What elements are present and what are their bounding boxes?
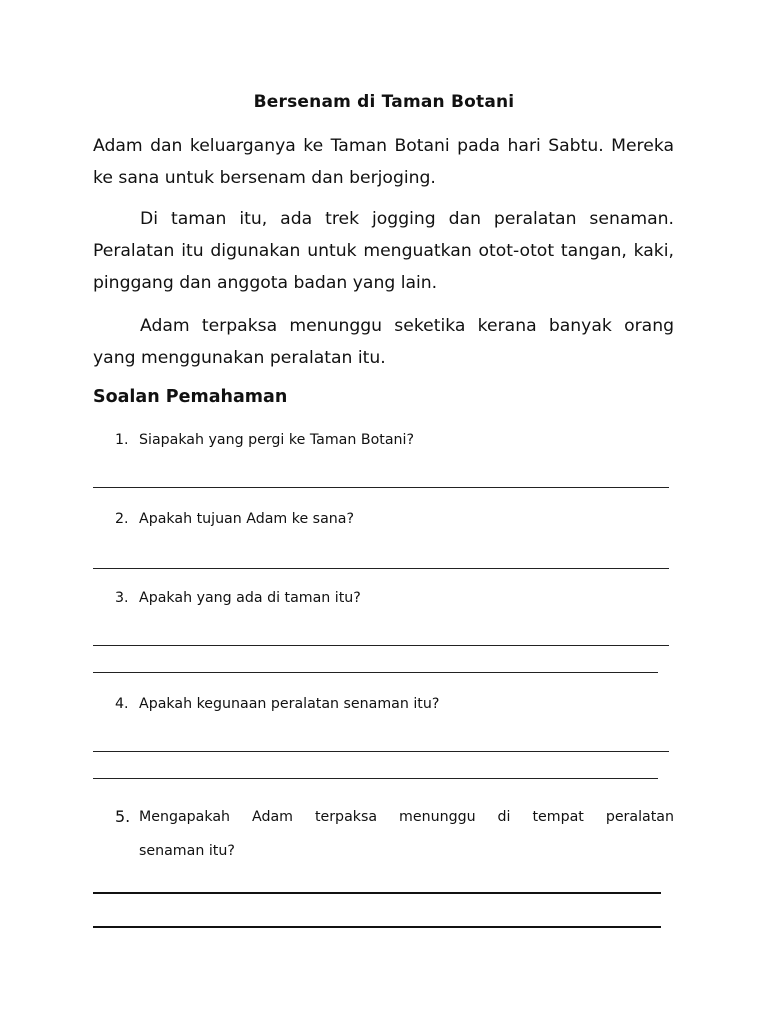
question-text: Siapakah yang pergi ke Taman Botani? bbox=[139, 432, 414, 448]
question-5-line-2: senaman itu? bbox=[139, 843, 235, 859]
paragraph-3-text: Adam terpaksa menunggu seketika kerana banyak orang yang menggunakan peralatan itu. bbox=[93, 316, 674, 368]
paragraph-1 bbox=[93, 130, 674, 194]
question-word: Mengapakah bbox=[139, 809, 231, 825]
question-number: 4. bbox=[115, 696, 129, 712]
answer-line[interactable] bbox=[93, 672, 658, 673]
question-number: 2. bbox=[115, 511, 129, 527]
question-4 bbox=[115, 696, 439, 712]
paragraph-2 bbox=[93, 203, 674, 299]
answer-line[interactable] bbox=[93, 487, 669, 488]
question-word: Adam bbox=[251, 809, 293, 825]
question-number: 5. bbox=[115, 807, 131, 826]
question-word: peralatan bbox=[605, 809, 674, 825]
question-3 bbox=[115, 590, 361, 606]
paragraph-1-text: Adam dan keluarganya ke Taman Botani pada hari Sabtu. Mereka ke sana untuk bersenam dan berjoging. bbox=[93, 136, 674, 188]
answer-line[interactable] bbox=[93, 751, 669, 752]
question-word: tempat bbox=[532, 809, 584, 825]
section-heading: Soalan Pemahaman bbox=[93, 387, 288, 407]
answer-line[interactable] bbox=[93, 926, 661, 928]
question-number: 1. bbox=[115, 432, 129, 448]
question-1 bbox=[115, 432, 414, 448]
answer-line[interactable] bbox=[93, 568, 669, 569]
question-text: Apakah tujuan Adam ke sana? bbox=[139, 511, 354, 527]
question-word: di bbox=[497, 809, 511, 825]
question-2 bbox=[115, 511, 354, 527]
question-5 bbox=[115, 800, 674, 868]
question-word: terpaksa bbox=[314, 809, 378, 825]
answer-line[interactable] bbox=[93, 645, 669, 646]
question-word: menunggu bbox=[399, 809, 476, 825]
paragraph-3 bbox=[93, 310, 674, 374]
page-title: Bersenam di Taman Botani bbox=[253, 92, 515, 112]
answer-line[interactable] bbox=[93, 778, 658, 779]
question-text: Apakah kegunaan peralatan senaman itu? bbox=[139, 696, 440, 712]
question-text: Apakah yang ada di taman itu? bbox=[139, 590, 361, 606]
answer-line[interactable] bbox=[93, 892, 661, 894]
paragraph-2-text: Di taman itu, ada trek jogging dan peralatan senaman. Peralatan itu digunakan untuk menguatkan otot-otot tangan, kaki, pinggang dan anggota badan yang lain. bbox=[93, 209, 674, 293]
question-number: 3. bbox=[115, 590, 129, 606]
question-5-line-1 bbox=[115, 800, 674, 834]
